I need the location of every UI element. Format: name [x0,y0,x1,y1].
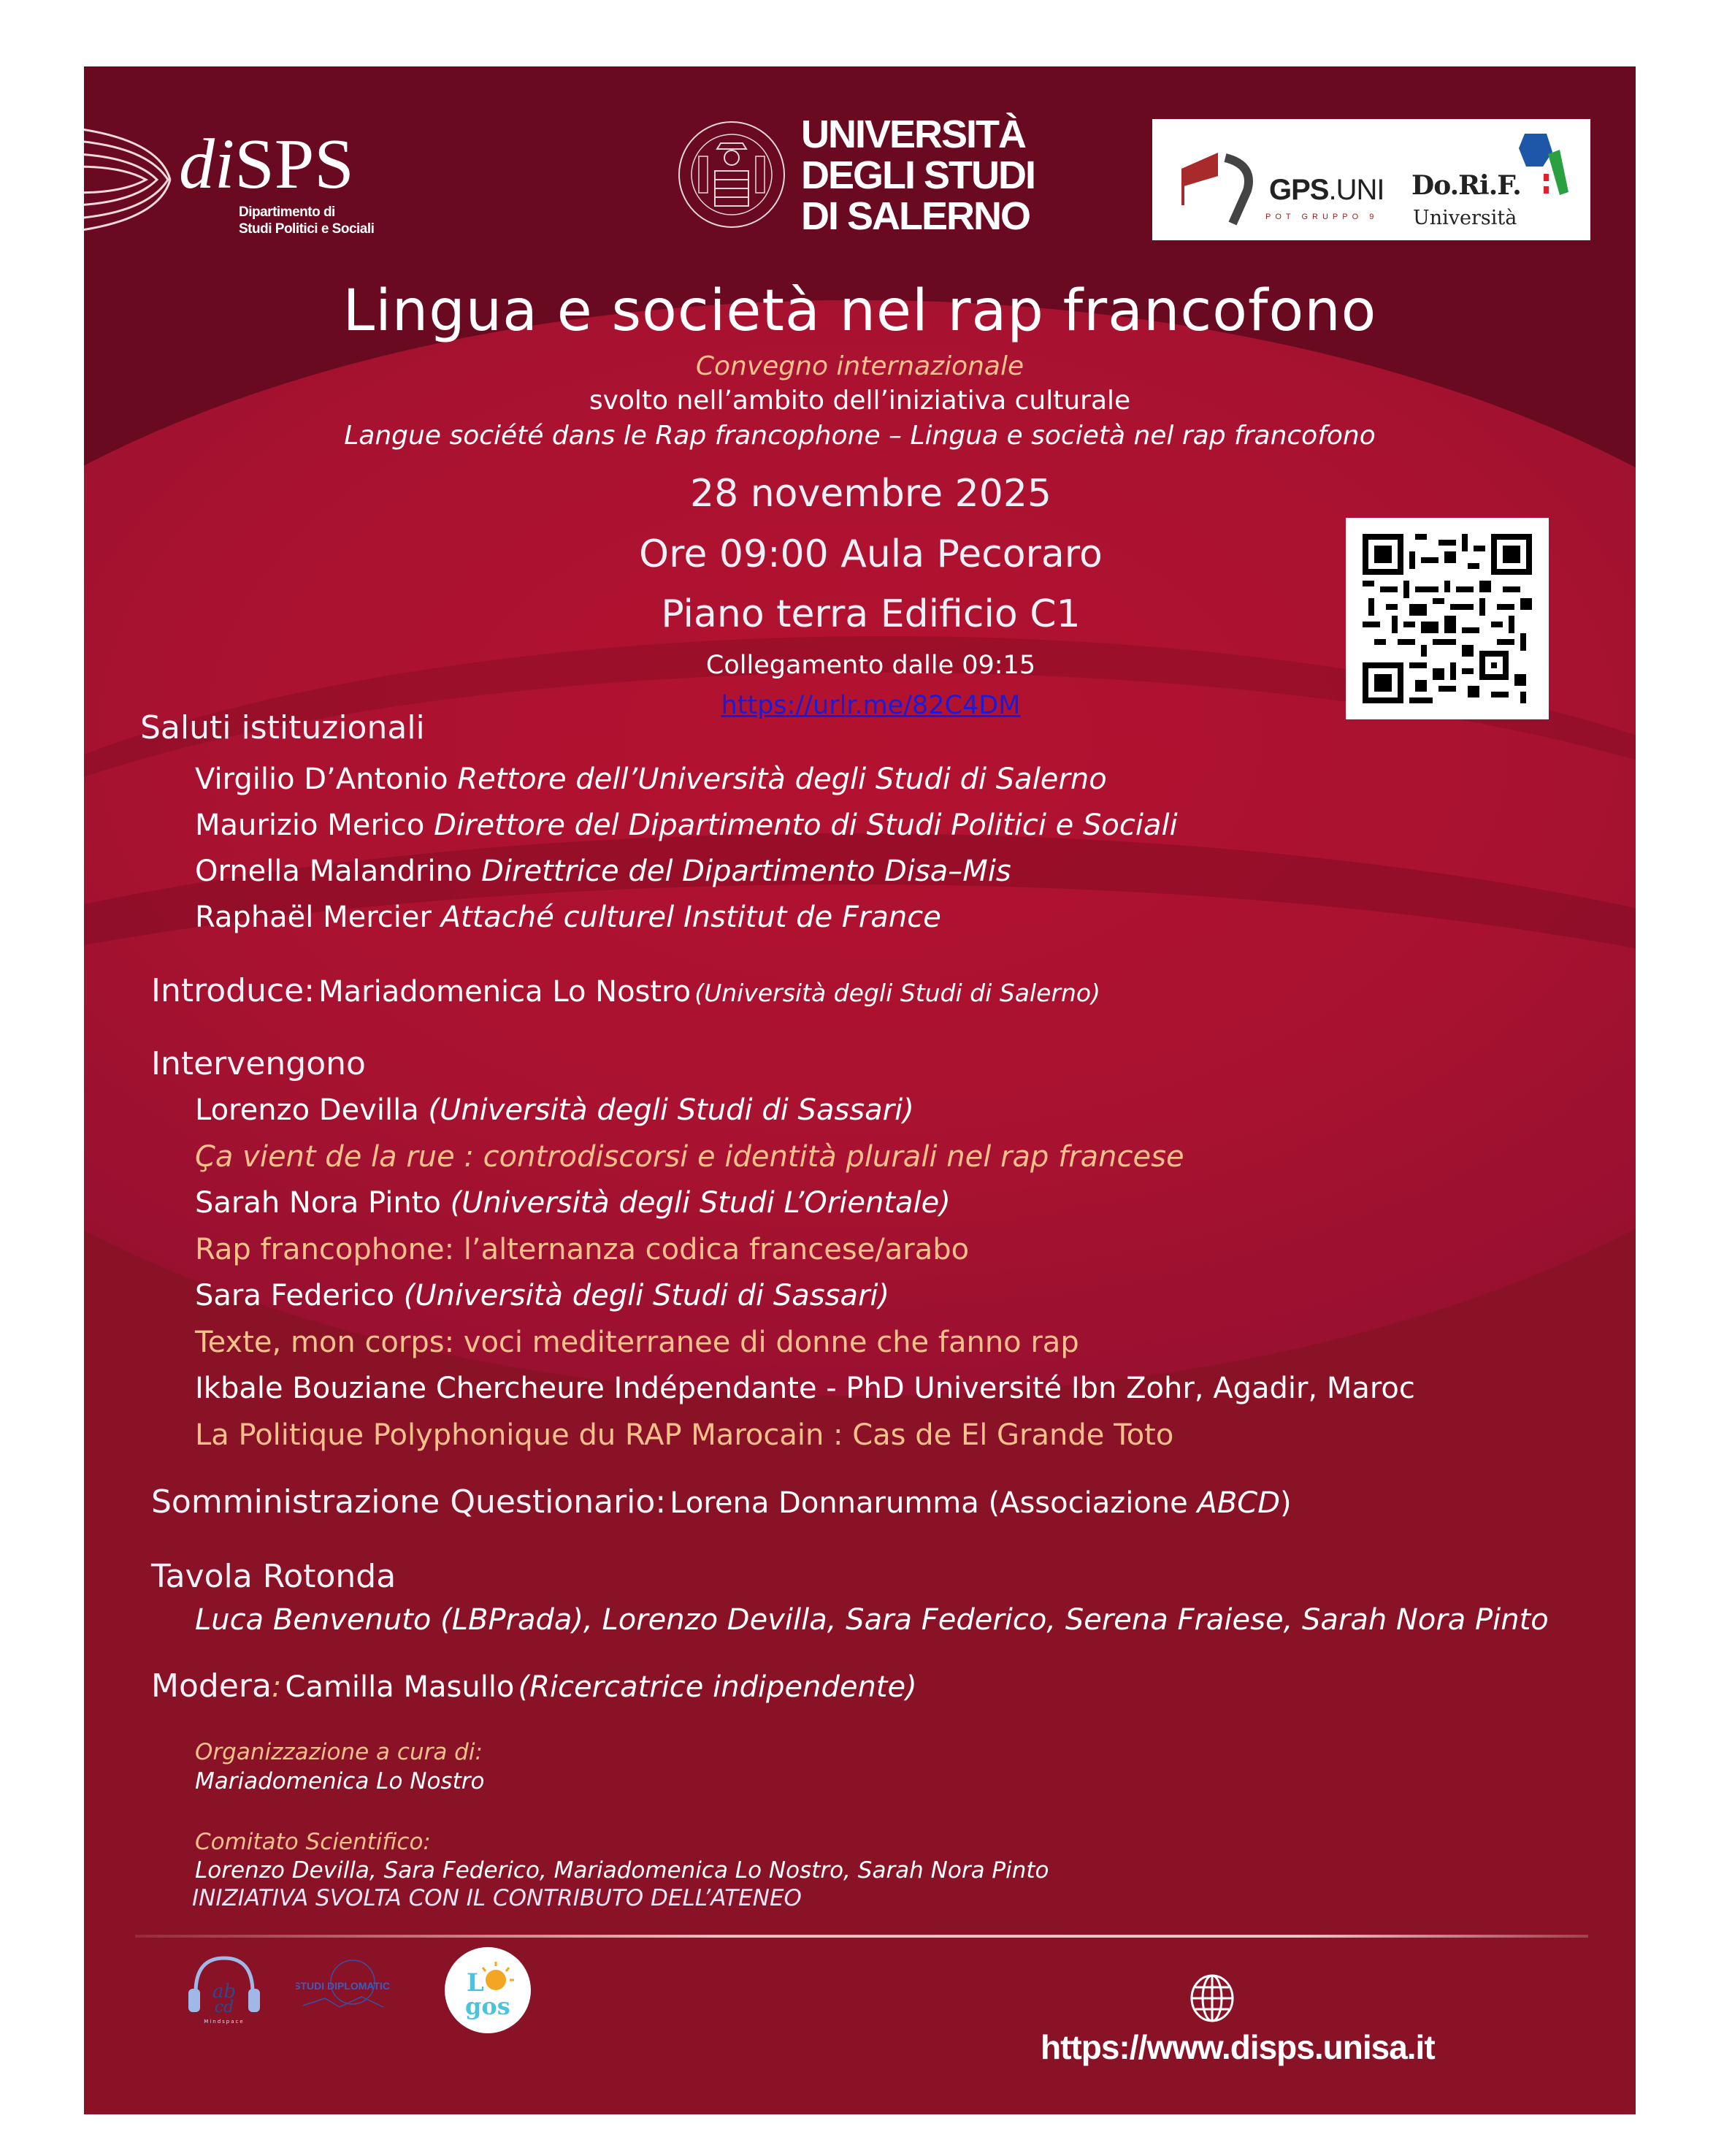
connection-label: Collegamento dalle 09:15 [705,651,1036,680]
event-date: 28 novembre 2025 [690,472,1051,516]
talk-title: Texte, mon corps: voci mediterranee di donne che fanno rap [195,1325,1079,1359]
speaker-name: Sara Federico [195,1279,395,1312]
graduation-cap-pin-icon [1174,147,1269,227]
svg-text:STUDI DIPLOMATICI: STUDI DIPLOMATICI [296,1980,391,1992]
speaker-role: Direttrice del Dipartimento Disa–Mis [481,855,1011,888]
introduce-name: Mariadomenica Lo Nostro [318,975,691,1009]
introduce-label: Introduce: [151,972,315,1009]
organization-label: Organizzazione a cura di: [195,1739,483,1765]
contribution-note: INIZIATIVA SVOLTA CON IL CONTRIBUTO DELL’ATENEO [192,1885,802,1911]
qr-code-icon[interactable] [1346,518,1549,719]
speaker-role: Attaché culturel Institut de France [440,901,941,934]
event-time-room: Ore 09:00 Aula Pecoraro [639,532,1103,576]
saluti-list [195,757,1178,941]
speaker-name: Lorenzo Devilla [195,1093,419,1127]
moderator-role: (Ricercatrice indipendente) [518,1670,917,1704]
section-heading-tavola-rotonda: Tavola Rotonda [151,1558,396,1595]
event-context: svolto nell’ambito dell’iniziativa culturale [589,386,1131,416]
speaker-row [195,1180,1415,1227]
logos-sun-icon [445,1947,531,2033]
speaker-name: Ikbale Bouziane Chercheure Indépendante - PhD Université Ibn Zohr, Agadir, Maroc [195,1372,1415,1405]
footer-divider [135,1935,1588,1938]
disps-arcs-icon [84,118,172,242]
globe-icon [1187,1973,1238,2024]
questionnaire-label: Somministrazione Questionario: [151,1483,667,1521]
speakers-list [195,1087,1415,1459]
dorif-logo [1411,134,1587,236]
event-subtitle: Convegno internazionale [695,351,1024,381]
svg-text:gos: gos [465,1992,510,2020]
speaker-row [195,1366,1415,1413]
gps-name-bold: GPS [1269,174,1329,206]
questionnaire-org: ABCD [1197,1486,1281,1520]
moderator-line [151,1667,917,1705]
talk-title: Ça vient de la rue : controdiscorsi e identità plurali nel rap francese [195,1139,1184,1174]
speaker-affiliation: (Università degli Studi L’Orientale) [450,1186,951,1220]
studi-diplomatici-globe-icon [296,1954,391,2020]
introduce-affiliation: (Università degli Studi di Salerno) [694,979,1100,1007]
dorif-name: Do.Ri.F. [1411,170,1521,201]
svg-text:Mindspace: Mindspace [204,2019,245,2025]
speaker-name: Virgilio D’Antonio [195,762,448,796]
connection-link[interactable]: https://urlr.me/82C4DM [721,691,1021,720]
gps-name-light: .UNI [1328,174,1384,206]
speaker-name: Raphaël Mercier [195,901,432,934]
section-heading-intervengono: Intervengono [151,1045,366,1082]
speaker-row [195,1273,1415,1320]
questionnaire-text: Lorena Donnarumma (Associazione [670,1486,1198,1520]
event-initiative: Langue société dans le Rap francophone – Lingua e società nel rap francofono [344,421,1376,451]
qr-code-pattern [1362,534,1533,703]
svg-text:cd: cd [214,1998,234,2017]
list-item [195,895,1178,941]
speaker-affiliation: (Università degli Studi di Sassari) [428,1093,914,1127]
talk-title: La Politique Polyphonique du RAP Marocain : Cas de El Grande Toto [195,1418,1174,1452]
speaker-name: Sarah Nora Pinto [195,1186,441,1220]
disps-sub-line1: Dipartimento di [239,204,335,220]
event-poster [84,66,1636,2114]
university-seal-icon [677,120,786,229]
event-location: Piano terra Edificio C1 [661,592,1081,636]
moderator-colon: : [271,1670,282,1704]
unisa-wordmark [801,114,1035,237]
svg-text:ab: ab [212,1981,237,2003]
unisa-logo [677,114,1086,245]
speaker-name: Maurizio Merico [195,808,425,842]
speaker-affiliation: (Università degli Studi di Sassari) [403,1279,890,1312]
disps-sub-line2: Studi Politici e Sociali [239,221,375,237]
introduce-line [151,972,1100,1009]
questionnaire-line [151,1483,1292,1521]
unisa-line2: DEGLI STUDI [801,153,1035,197]
disps-main: SPS [234,125,354,204]
speaker-name: Ornella Malandrino [195,855,472,888]
committee-label: Comitato Scientifico: [195,1829,431,1855]
list-item [195,757,1178,803]
list-item [195,849,1178,895]
questionnaire-close: ) [1280,1486,1292,1520]
speaker-role: Rettore dell’Università degli Studi di Salerno [457,762,1107,796]
round-table-participants: Luca Benvenuto (LBPrada), Lorenzo Devilla, Sara Federico, Serena Fraiese, Sarah Nora Pinto [195,1603,1549,1637]
unisa-line3: DI SALERNO [801,194,1030,238]
abcd-mindspace-headphones-icon [183,1952,267,2025]
committee-members: Lorenzo Devilla, Sara Federico, Mariadomenica Lo Nostro, Sarah Nora Pinto [195,1857,1049,1884]
unisa-line1: UNIVERSITÀ [801,112,1026,156]
moderator-label: Modera [151,1667,272,1705]
disps-subtitle [239,204,374,237]
talk-title: Rap francophone: l’alternanza codica francese/arabo [195,1232,970,1266]
speaker-row [195,1087,1415,1134]
organization-name: Mariadomenica Lo Nostro [195,1768,485,1794]
gps-name [1269,174,1384,207]
dorif-shapes-icon [1517,134,1576,203]
gps-subtitle: POT GRUPPO 9 [1265,213,1379,221]
gps-uni-logo [1174,141,1386,229]
list-item [195,803,1178,849]
moderator-name: Camilla Masullo [285,1670,515,1704]
disps-prefix: di [179,125,235,204]
dorif-subtitle: Università [1413,207,1517,229]
speaker-role: Direttore del Dipartimento di Studi Politici e Sociali [434,808,1178,842]
event-title: Lingua e società nel rap francofono [342,278,1377,344]
disps-logo [84,110,391,256]
svg-text:L: L [467,1968,484,1998]
section-heading-saluti: Saluti istituzionali [140,709,425,746]
disps-wordmark [179,125,354,204]
partner-logos-box [1152,119,1590,240]
website-link[interactable]: https://www.disps.unisa.it [1041,2028,1435,2066]
